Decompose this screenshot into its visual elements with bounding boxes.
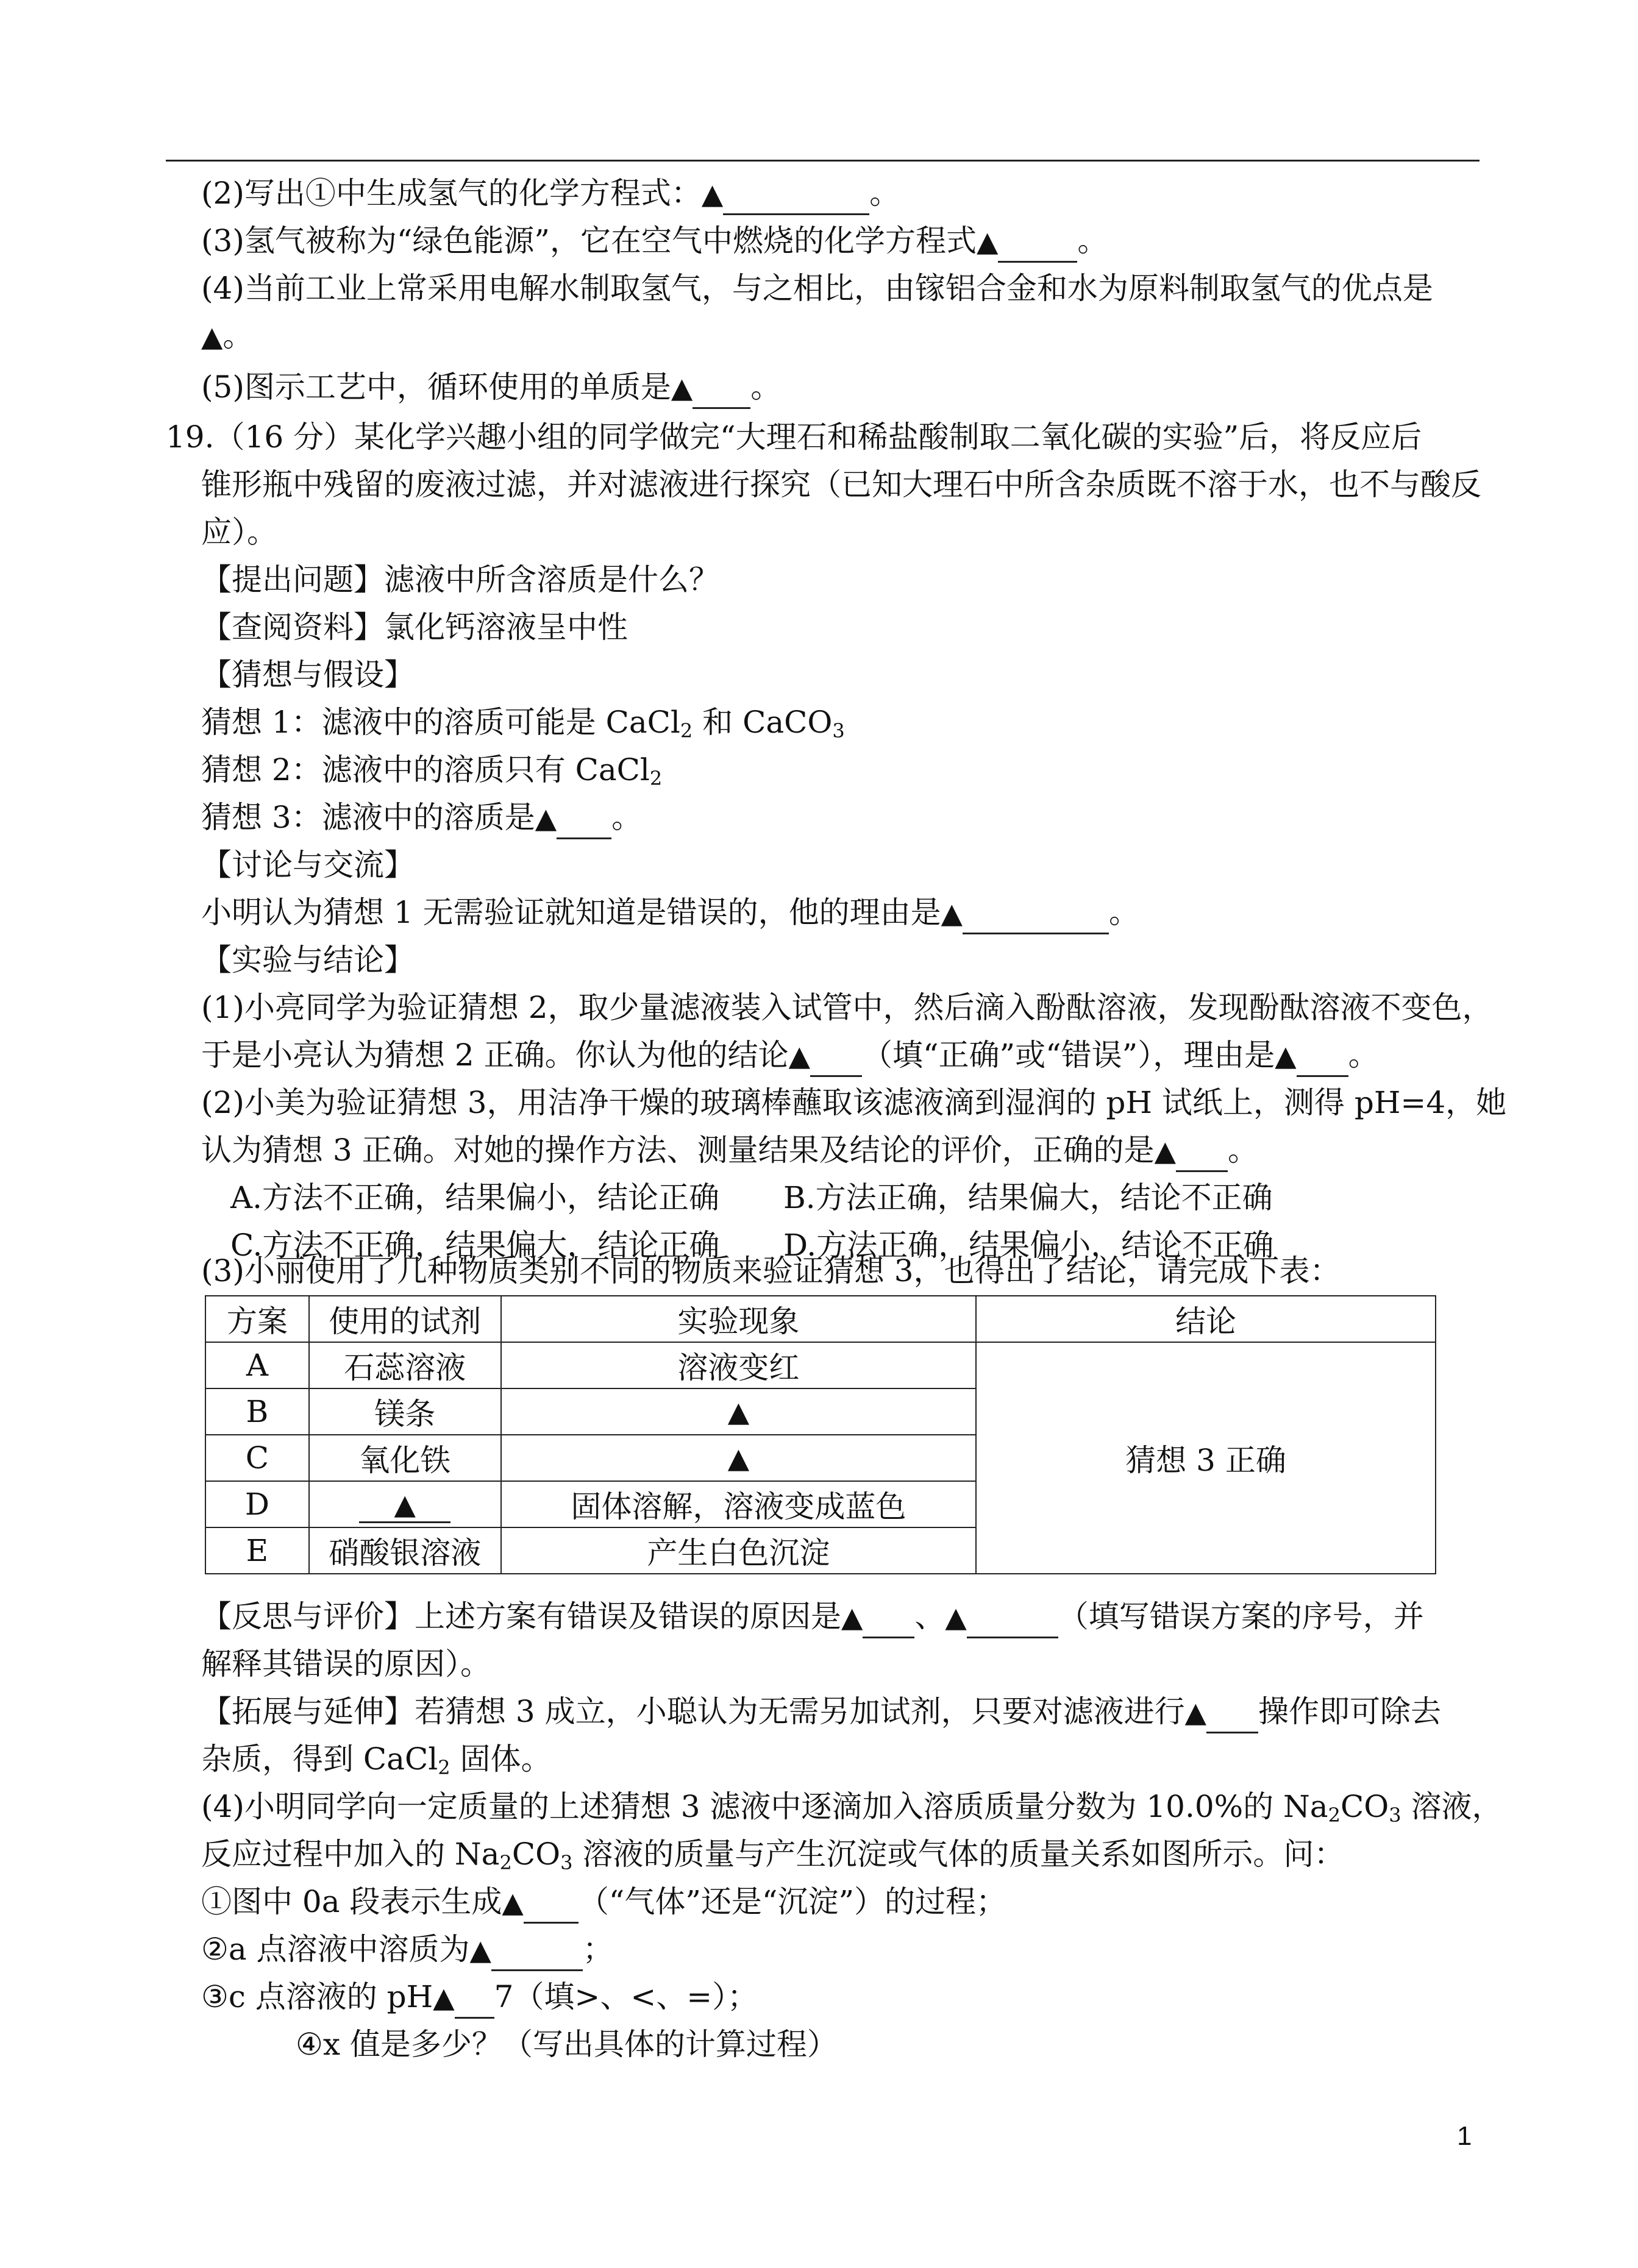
extend-line2: 杂质，得到 CaCl$_2$ 固体。 <box>201 1741 552 1779</box>
discuss-question: 小明认为猜想 1 无需验证就知道是错误的，他的理由是▲ 。 <box>201 891 1139 934</box>
answer-blank[interactable]: ▲ <box>359 1487 450 1523</box>
answer-triangle: ▲ <box>1275 1039 1297 1072</box>
experiment-1-line1: (1)小亮同学为验证猜想 2，取少量滤液装入试管中，然后滴入酚酞溶液，发现酚酞溶液不变色， <box>201 990 1493 1025</box>
answer-blank[interactable] <box>723 180 869 215</box>
answer-blank[interactable] <box>967 1604 1058 1638</box>
q19-stem-line1: 19.（16 分）某化学兴趣小组的同学做完“大理石和稀盐酸制取二氧化碳的实验”后，将反应后 <box>166 419 1422 455</box>
plan-cell: E <box>205 1527 309 1574</box>
plan-cell: C <box>205 1435 309 1481</box>
answer-triangle: ▲ <box>945 1601 967 1633</box>
reagent-cell: 石蕊溶液 <box>309 1342 501 1388</box>
guess-1: 猜想 1：滤液中的溶质可能是 CaCl$_2$ 和 CaCO$_3$ <box>201 705 845 742</box>
answer-triangle: ▲ <box>201 320 223 353</box>
answer-blank[interactable] <box>863 1604 914 1638</box>
answer-triangle: ▲ <box>1154 1134 1176 1167</box>
option-b: B.方法正确，结果偏大，结论不正确 <box>783 1180 1273 1215</box>
experiment-table <box>205 1295 1436 1574</box>
experiment-1-line2: 于是小亮认为猜想 2 正确。你认为他的结论▲ （填“正确”或“错误”），理由是▲ 。 <box>201 1034 1379 1076</box>
section-ask: 【提出问题】滤液中所含溶质是什么？ <box>201 562 719 597</box>
q19-stem-line3: 应）。 <box>201 514 277 550</box>
table-header: 结论 <box>976 1296 1436 1342</box>
section-experiment-heading: 【实验与结论】 <box>201 942 415 978</box>
guess-2: 猜想 2：滤液中的溶质只有 CaCl$_2$ <box>201 752 663 790</box>
experiment-4-line1: (4)小明同学向一定质量的上述猜想 3 滤液中逐滴加入溶质质量分数为 10.0%的 $Na_2CO_3$ 溶液， <box>201 1789 1503 1827</box>
table-row <box>205 1342 1436 1388</box>
reagent-cell[interactable] <box>309 1481 501 1527</box>
q18-part4-answer: ▲。 <box>201 318 254 354</box>
answer-triangle: ▲ <box>671 371 693 404</box>
answer-blank[interactable] <box>1176 1137 1228 1172</box>
sub-question-4: ④x 值是多少？（写出具体的计算过程） <box>296 2027 838 2062</box>
reflect-line2: 解释其错误的原因）。 <box>201 1646 491 1682</box>
answer-triangle: ▲ <box>788 1039 810 1072</box>
conclusion-cell: 猜想 3 正确 <box>976 1342 1436 1574</box>
section-info: 【查阅资料】氯化钙溶液呈中性 <box>201 610 628 645</box>
phenomenon-cell: 溶液变红 <box>501 1342 976 1388</box>
answer-triangle: ▲ <box>469 1933 491 1966</box>
answer-blank[interactable] <box>998 228 1077 263</box>
option-d: D.方法正确，结果偏小，结论不正确 <box>783 1228 1274 1263</box>
plan-cell: A <box>205 1342 309 1388</box>
answer-blank[interactable] <box>557 805 611 839</box>
answer-blank[interactable] <box>524 1889 579 1924</box>
option-a: A.方法不正确，结果偏小，结论正确 <box>230 1180 720 1215</box>
q18-part4: (4)当前工业上常采用电解水制取氢气，与之相比，由镓铝合金和水为原料制取氢气的优点是 <box>201 271 1433 306</box>
answer-triangle: ▲ <box>535 802 557 834</box>
experiment-4-line2: 反应过程中加入的 $Na_2CO_3$ 溶液的质量与产生沉淀或气体的质量关系如图所示。问： <box>201 1836 1345 1874</box>
answer-blank[interactable] <box>810 1042 862 1077</box>
table-header: 使用的试剂 <box>309 1296 501 1342</box>
experiment-2-line2: 认为猜想 3 正确。对她的操作方法、测量结果及结论的评价，正确的是▲ 。 <box>201 1129 1258 1171</box>
table-header: 方案 <box>205 1296 309 1342</box>
page-number: 1 <box>1457 2121 1472 2151</box>
answer-triangle: ▲ <box>433 1981 455 2014</box>
guess-3: 猜想 3：滤液中的溶质是▲ 。 <box>201 796 642 839</box>
answer-blank[interactable] <box>1206 1699 1258 1733</box>
answer-blank[interactable] <box>693 374 750 409</box>
sub-question-2: ②a 点溶液中溶质为▲ ； <box>201 1928 613 1971</box>
q18-part3: (3)氢气被称为“绿色能源”，它在空气中燃烧的化学方程式▲ 。 <box>201 219 1108 262</box>
q18-part5: (5)图示工艺中，循环使用的单质是▲ 。 <box>201 366 781 408</box>
q19-stem-line2: 锥形瓶中残留的废液过滤，并对滤液进行探究（已知大理石中所含杂质既不溶于水，也不与酸反 <box>201 467 1481 502</box>
plan-cell: B <box>205 1388 309 1435</box>
reflect-line1: 【反思与评价】上述方案有错误及错误的原因是▲ 、▲ （填写错误方案的序号，并 <box>201 1595 1424 1638</box>
phenomenon-cell: 产生白色沉淀 <box>501 1527 976 1574</box>
header-rule <box>166 160 1480 162</box>
reagent-cell: 氧化铁 <box>309 1435 501 1481</box>
option-c: C.方法不正确，结果偏大，结论正确 <box>230 1228 720 1263</box>
answer-blank[interactable] <box>1297 1042 1348 1077</box>
plan-cell: D <box>205 1481 309 1527</box>
answer-triangle: ▲ <box>502 1886 524 1919</box>
experiment-2-line1: (2)小美为验证猜想 3，用洁净干燥的玻璃棒蘸取该滤液滴到湿润的 pH 试纸上，测得 pH=4，她 <box>201 1085 1507 1120</box>
experiment-3: (3)小丽使用了几种物质类别不同的物质来验证猜想 3，也得出了结论，请完成下表： <box>201 1253 1341 1289</box>
section-discuss-heading: 【讨论与交流】 <box>201 847 415 883</box>
answer-blank[interactable] <box>455 1984 494 2019</box>
table-header-row <box>205 1296 1436 1342</box>
reagent-cell: 镁条 <box>309 1388 501 1435</box>
answer-triangle: ▲ <box>941 897 963 930</box>
answer-triangle: ▲ <box>841 1601 863 1633</box>
phenomenon-cell[interactable]: ▲ <box>501 1388 976 1435</box>
answer-triangle: ▲ <box>976 225 999 258</box>
section-guess-heading: 【猜想与假设】 <box>201 657 415 692</box>
answer-triangle: ▲ <box>701 177 724 210</box>
answer-blank[interactable] <box>963 900 1109 934</box>
phenomenon-cell[interactable]: ▲ <box>501 1435 976 1481</box>
answer-triangle: ▲ <box>1184 1696 1206 1729</box>
phenomenon-cell: 固体溶解，溶液变成蓝色 <box>501 1481 976 1527</box>
reagent-cell: 硝酸银溶液 <box>309 1527 501 1574</box>
answer-blank[interactable] <box>491 1936 583 1971</box>
sub-question-1: ①图中 0a 段表示生成▲ （“气体”还是“沉淀”）的过程； <box>201 1880 1006 1923</box>
table-header: 实验现象 <box>501 1296 976 1342</box>
q18-part2: (2)写出①中生成氢气的化学方程式：▲ 。 <box>201 172 900 215</box>
sub-question-3: ③c 点溶液的 pH▲ 7（填>、<、=）； <box>201 1975 758 2018</box>
extend-line1: 【拓展与延伸】若猜想 3 成立，小聪认为无需另加试剂，只要对滤液进行▲ 操作即可除去 <box>201 1690 1441 1733</box>
